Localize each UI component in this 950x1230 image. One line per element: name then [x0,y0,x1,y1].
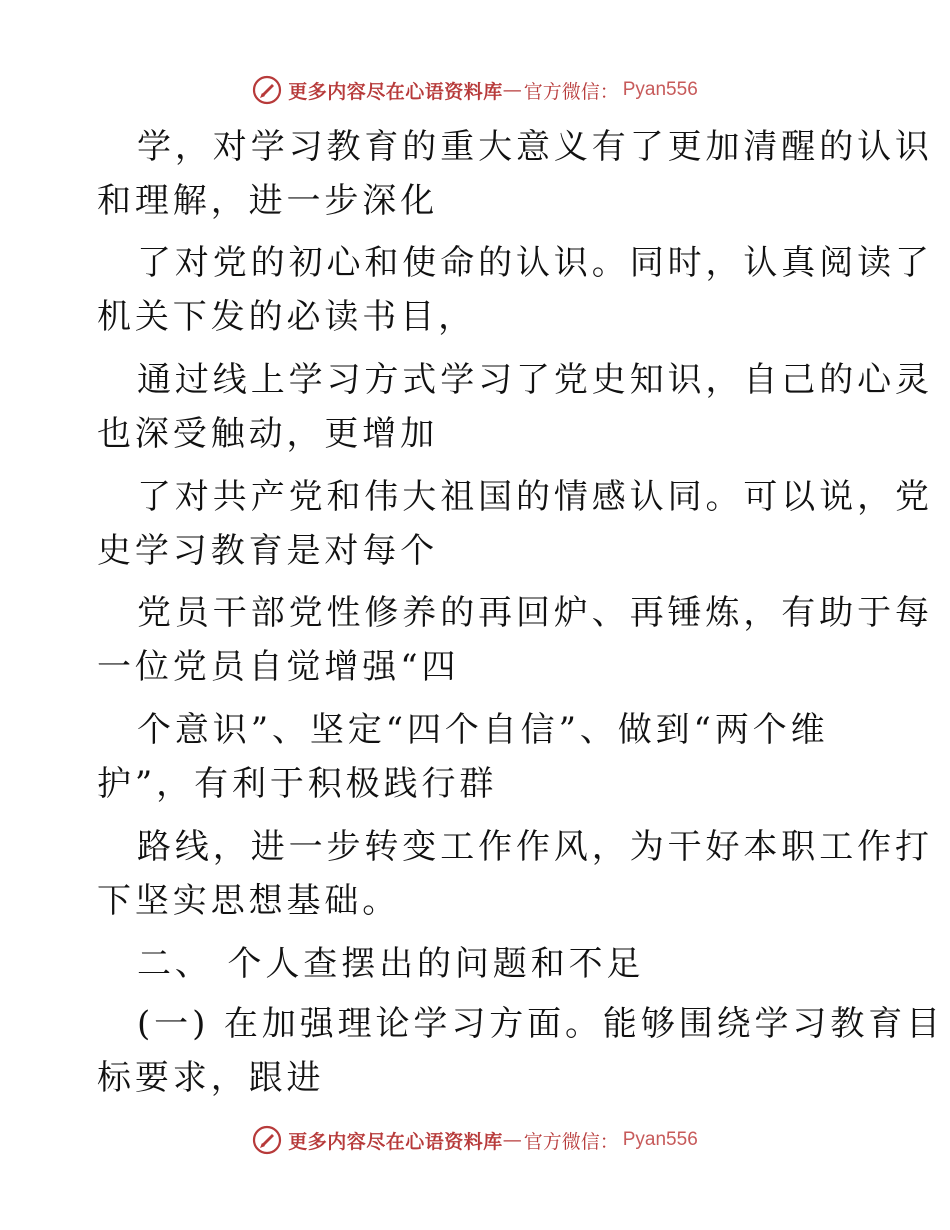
banner-brand-text: 更多内容尽在心语资料库 [288,1130,503,1153]
text-line: 了对党的初心和使命的认识。同时，认真阅读了 [137,243,933,283]
text-line: 路线，进一步转变工作作风，为干好本职工作打 [137,827,933,867]
brand-logo-icon [252,1125,282,1155]
text-line: 学，对学习教育的重大意义有了更加清醒的认识 [137,127,933,167]
footer-banner [0,1120,950,1160]
text-line: 个意识”、坚定“四个自信”、做到“两个维 [137,710,829,750]
text-line: 党员干部党性修养的再回炉、再锤炼，有助于每 [137,593,933,633]
text-line: 也深受触动，更增加 [97,414,439,454]
text-line: (一) 在加强理论学习方面。能够围绕学习教育目 [137,1004,945,1044]
banner-dash: — [502,79,522,101]
text-line: 一位党员自觉增强“四 [97,647,460,687]
banner-wechat-id: Pyan556 [622,79,698,100]
banner-wechat-label: 官方微信： [523,80,619,103]
banner-wechat-label: 官方微信： [523,1130,619,1153]
text-line: 通过线上学习方式学习了党史知识，自己的心灵 [137,360,933,400]
banner-brand-text: 更多内容尽在心语资料库 [288,80,503,103]
text-line: 了对共产党和伟大祖国的情感认同。可以说，党 [137,477,933,517]
banner-dash: — [502,1129,522,1151]
text-line: 史学习教育是对每个 [97,531,439,571]
section-heading: 二、 个人查摆出的问题和不足 [137,944,645,984]
header-banner [0,70,950,110]
brand-logo-icon [252,75,282,105]
text-line: 标要求，跟进 [97,1058,325,1098]
text-line: 和理解，进一步深化 [97,181,439,221]
text-line: 机关下发的必读书目， [97,297,476,337]
banner-wechat-id: Pyan556 [622,1129,698,1150]
text-line: 下坚实思想基础。 [97,881,401,921]
text-line: 护”，有利于积极践行群 [97,764,498,804]
